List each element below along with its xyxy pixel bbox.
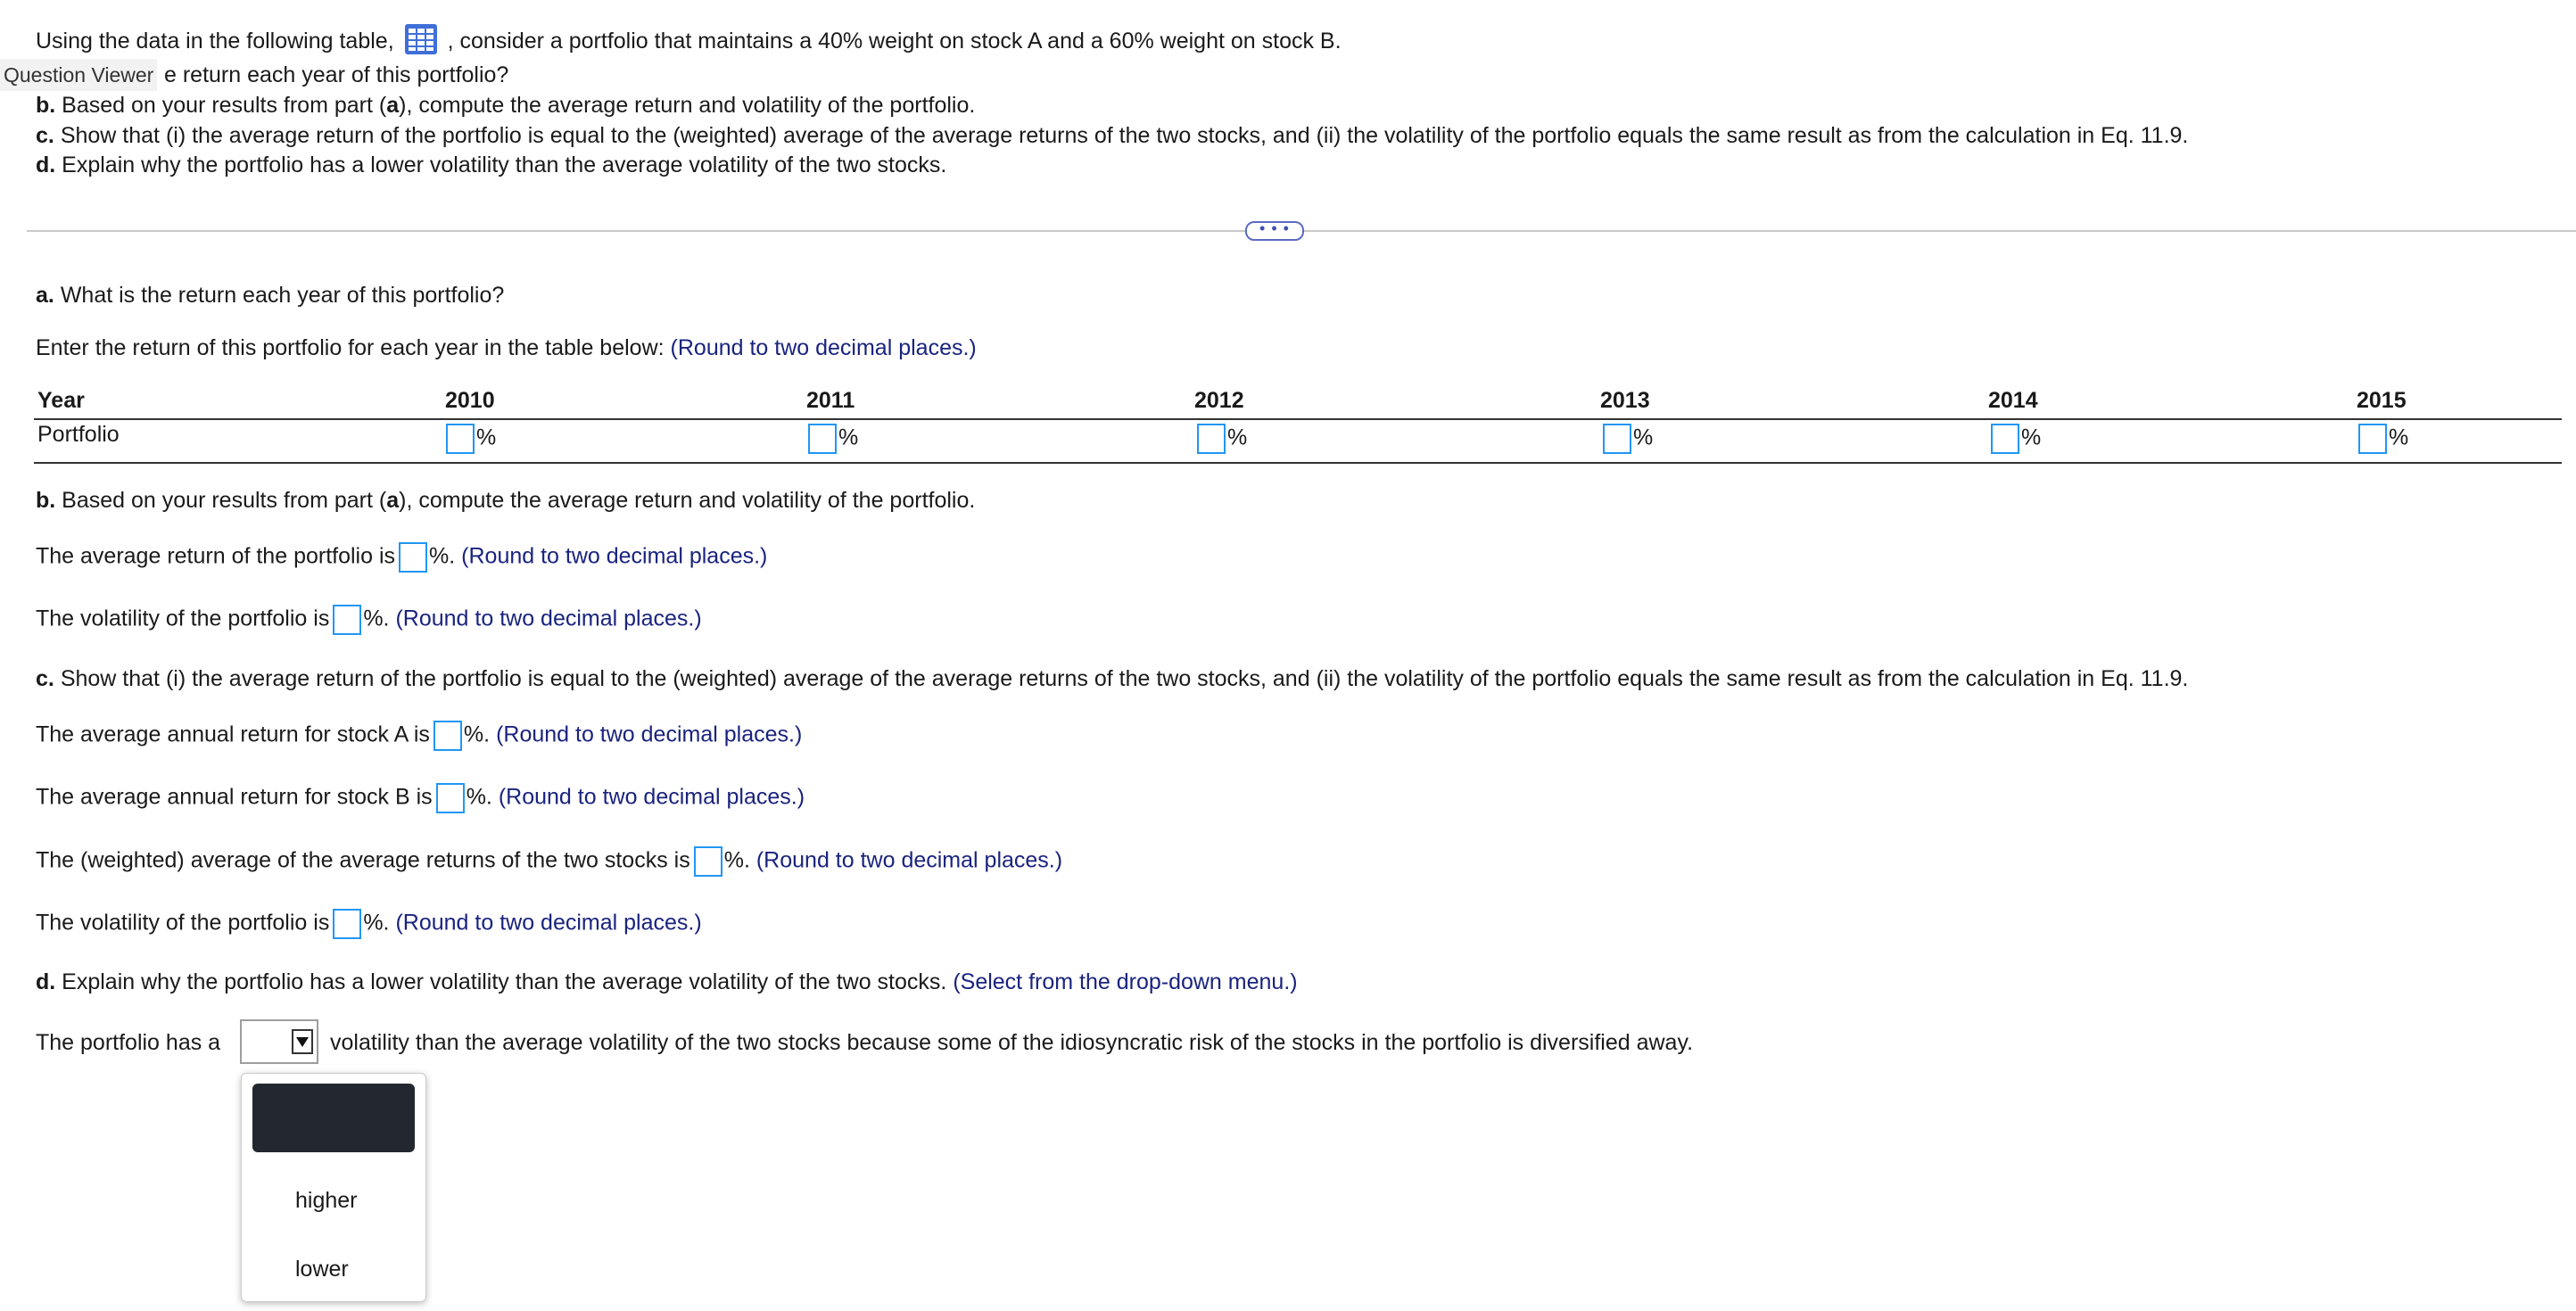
dropdown-option-blank[interactable] (252, 1084, 415, 1152)
unit-percent: % (476, 425, 497, 450)
part-c-stock-a-row (36, 721, 802, 751)
table-header-2011 (806, 388, 855, 414)
unit-percent: % (1227, 425, 1248, 450)
part-c-label: c. (36, 666, 54, 691)
portfolio-2015-input[interactable] (2358, 424, 2387, 454)
year-2014: 2014 (1988, 388, 2038, 413)
intro-question-a: e return each year of this portfolio? (164, 62, 509, 87)
part-b-question (36, 488, 975, 514)
intro-qd-label: d. (36, 153, 56, 177)
part-a-instruction (36, 335, 977, 361)
portfolio-volatility-c-input[interactable] (333, 909, 361, 939)
part-c-hint: (Round to two decimal places.) (496, 721, 803, 747)
part-a-hint: (Round to two decimal places.) (670, 335, 977, 360)
part-d-question-text: Explain why the portfolio has a lower volatility than the average volatility of the two stocks. (62, 969, 947, 994)
portfolio-2015-cell (2355, 424, 2408, 454)
portfolio-2011-cell (805, 424, 858, 454)
intro-qc-text: Show that (i) the average return of the portfolio is equal to the (weighted) average of the average returns of the two stocks, and (ii) the volatility of the portfolio equals the same result as from the calculation in Eq. 11.9. (60, 123, 2189, 148)
intro-qb-post: ), compute the average return and volatility of the portfolio. (399, 93, 976, 118)
unit-percent: %. (463, 721, 491, 747)
intro-text-pre: Using the data in the following table, (36, 29, 394, 54)
part-b-hint: (Round to two decimal places.) (395, 606, 702, 631)
table-header-2015 (2357, 388, 2407, 414)
stock-b-avg-return-input[interactable] (436, 783, 465, 813)
intro-text-post: , consider a portfolio that maintains a 40% weight on stock A and a 60% weight on stock B. (447, 29, 1342, 54)
year-2012: 2012 (1194, 388, 1244, 413)
part-b-label: b. (36, 488, 56, 513)
intro-question-b (36, 93, 975, 119)
portfolio-2013-input[interactable] (1603, 424, 1631, 454)
table-header-2010 (445, 388, 495, 414)
weighted-avg-return-input[interactable] (694, 846, 722, 877)
part-b-post: ), compute the average return and volatility of the portfolio. (399, 488, 976, 513)
part-c-weighted-row (36, 846, 1062, 877)
table-header-2013 (1600, 388, 1650, 414)
table-header-year (37, 388, 85, 414)
question-viewer-tab[interactable]: Question Viewer (0, 59, 157, 91)
part-b-volatility-row (36, 605, 702, 635)
unit-percent: %. (466, 784, 492, 810)
year-2010: 2010 (445, 388, 495, 413)
year-2011: 2011 (806, 388, 855, 413)
part-d-hint: (Select from the drop-down menu.) (953, 969, 1298, 994)
unit-percent: %. (363, 606, 390, 631)
part-c-question (36, 666, 2188, 692)
part-b-pre: Based on your results from part ( (62, 488, 387, 513)
part-c-weighted-label: The (weighted) average of the average returns of the two stocks is (36, 847, 690, 873)
portfolio-2011-input[interactable] (808, 424, 837, 454)
stock-a-avg-return-input[interactable] (433, 721, 462, 751)
table-header-2012 (1194, 388, 1244, 414)
portfolio-2014-cell (1987, 424, 2041, 454)
unit-percent: %. (429, 543, 456, 569)
part-b-avg-return-label: The average return of the portfolio is (36, 543, 396, 569)
intro-qb-pre: Based on your results from part ( (62, 93, 387, 118)
part-d-label: d. (36, 969, 56, 994)
unit-percent: % (1633, 425, 1654, 450)
part-c-question-text: Show that (i) the average return of the portfolio is equal to the (weighted) average of the average returns of the two stocks, and (ii) the volatility of the portfolio equals the same result as from the calculation in Eq. 11.9. (60, 666, 2189, 691)
part-b-avg-return-row (36, 542, 767, 573)
part-b-ref: a (386, 488, 400, 513)
part-a-instruction-text: Enter the return of this portfolio for each year in the table below: (36, 335, 665, 360)
part-c-hint: (Round to two decimal places.) (395, 910, 702, 936)
intro-question-c (36, 123, 2188, 149)
dropdown-arrow-icon[interactable] (292, 1029, 313, 1054)
table-bottom-rule (34, 462, 2562, 464)
part-c-hint: (Round to two decimal places.) (498, 784, 805, 810)
unit-percent: % (838, 425, 859, 450)
portfolio-2010-input[interactable] (446, 424, 475, 454)
year-2015: 2015 (2357, 388, 2407, 413)
portfolio-2014-input[interactable] (1991, 424, 2019, 454)
part-c-volatility-label: The volatility of the portfolio is (36, 910, 330, 936)
part-a-question-text: What is the return each year of this portfolio? (60, 283, 505, 308)
table-header-2014 (1988, 388, 2038, 414)
portfolio-2013-cell (1599, 424, 1653, 454)
table-icon[interactable] (404, 23, 438, 62)
intro-qb-label: b. (36, 93, 56, 118)
table-row-label-portfolio: Portfolio (37, 422, 120, 447)
intro-line (36, 23, 1342, 62)
part-c-stock-b-row (36, 783, 805, 813)
part-a-question (36, 283, 504, 309)
portfolio-2010-cell (442, 424, 496, 454)
part-b-hint: (Round to two decimal places.) (461, 543, 768, 569)
part-a-label: a. (36, 283, 54, 308)
intro-qd-text: Explain why the portfolio has a lower volatility than the average volatility of the two stocks. (62, 153, 947, 177)
intro-qb-ref: a (386, 93, 400, 118)
unit-percent: %. (723, 847, 750, 873)
dropdown-option-higher[interactable]: higher (295, 1188, 358, 1213)
part-b-volatility-label: The volatility of the portfolio is (36, 606, 330, 631)
intro-question-d (36, 153, 946, 178)
intro-qc-label: c. (36, 123, 54, 148)
portfolio-volatility-input[interactable] (333, 605, 361, 635)
part-c-hint: (Round to two decimal places.) (755, 847, 1063, 873)
volatility-dropdown[interactable] (240, 1019, 318, 1064)
part-c-volatility-row (36, 909, 702, 939)
year-2013: 2013 (1600, 388, 1650, 413)
part-c-stock-a-label: The average annual return for stock A is (36, 721, 430, 747)
unit-percent: % (2389, 425, 2409, 450)
part-c-stock-b-label: The average annual return for stock B is (36, 784, 433, 810)
year-header-text: Year (37, 388, 85, 413)
table-header-rule (34, 418, 2562, 420)
portfolio-2012-input[interactable] (1197, 424, 1226, 454)
portfolio-avg-return-input[interactable] (399, 542, 427, 573)
dropdown-menu (241, 1073, 426, 1302)
portfolio-2012-cell (1193, 424, 1247, 454)
unit-percent: % (2021, 425, 2042, 450)
dropdown-option-lower[interactable]: lower (295, 1257, 349, 1282)
part-d-sentence-post: volatility than the average volatility of the two stocks because some of the idiosyncratic risk of the stocks in the portfolio is diversified away. (330, 1030, 1694, 1055)
unit-percent: %. (363, 910, 390, 936)
part-d-sentence-pre: The portfolio has a (36, 1030, 221, 1055)
expand-ellipsis-button[interactable]: • • • (1245, 221, 1304, 241)
part-d-question (36, 969, 1298, 995)
